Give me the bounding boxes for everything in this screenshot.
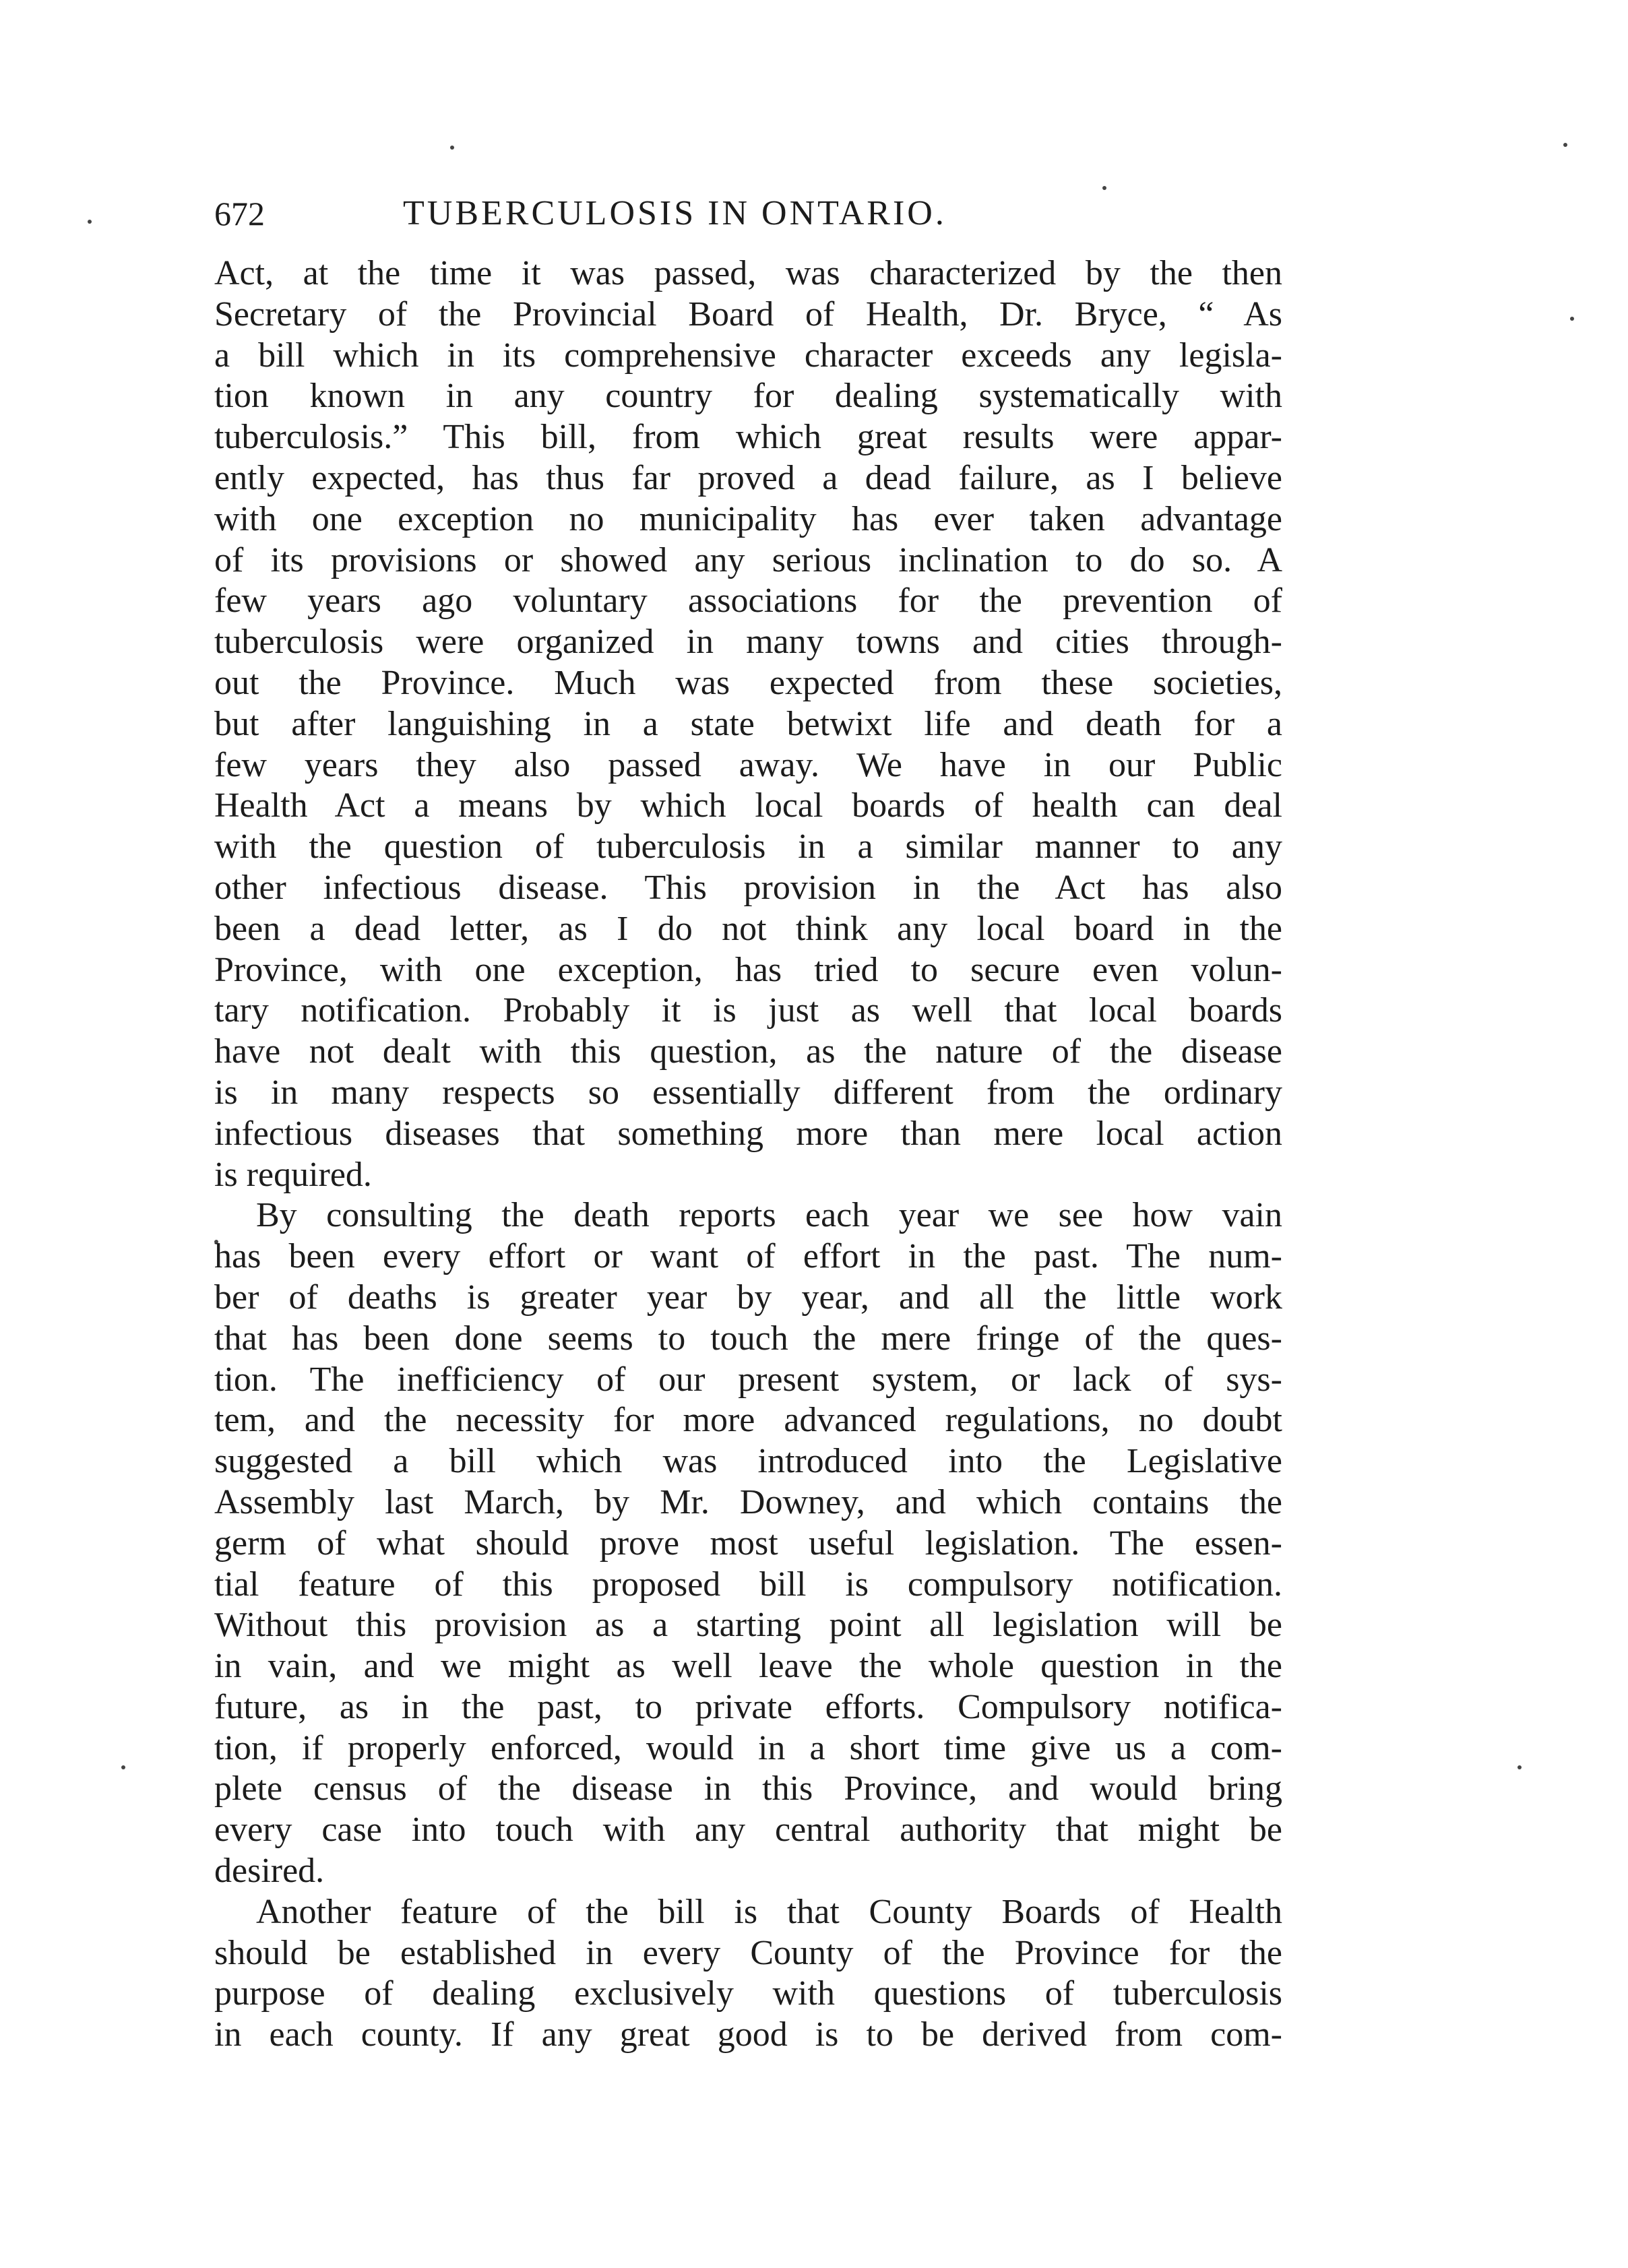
- text-line: few years they also passed away. We have in our Public: [214, 745, 1282, 784]
- text-line: should be established in every County of the Province for the: [214, 1933, 1282, 1972]
- text-line: suggested a bill which was introduced into the Legislative: [214, 1442, 1282, 1481]
- text-line: tial feature of this proposed bill is compulsory notification.: [214, 1565, 1282, 1604]
- text-line: out the Province. Much was expected from these societies,: [214, 663, 1282, 702]
- text-line: tem, and the necessity for more advanced regulations, no doubt: [214, 1401, 1282, 1440]
- text-line: future, as in the past, to private efforts. Compulsory notifica-: [214, 1687, 1282, 1726]
- print-speck: [1517, 1765, 1522, 1769]
- text-line: is required.: [214, 1155, 372, 1194]
- text-line: tion, if properly enforced, would in a short time give us a com-: [214, 1728, 1282, 1767]
- text-line: few years ago voluntary associations for the prevention of: [214, 581, 1282, 621]
- text-line: been a dead letter, as I do not think any local board in the: [214, 909, 1282, 948]
- print-speck: [121, 1765, 125, 1769]
- paragraph-3: [214, 1892, 1282, 2056]
- text-line: ently expected, has thus far proved a dead failure, as I believe: [214, 458, 1282, 497]
- text-line: tuberculosis.” This bill, from which great results were appar-: [214, 418, 1282, 457]
- text-line: Act, at the time it was passed, was characterized by the then: [214, 254, 1282, 292]
- page-header: [214, 183, 1272, 244]
- text-line: By consulting the death reports each year we see how vain: [256, 1196, 1282, 1235]
- text-line: Without this provision as a starting point all legislation will be: [214, 1606, 1282, 1645]
- text-line: Province, with one exception, has tried to secure even volun-: [214, 950, 1282, 989]
- text-line: germ of what should prove most useful legislation. The essen-: [214, 1523, 1282, 1563]
- text-line: Assembly last March, by Mr. Downey, and which contains the: [214, 1482, 1282, 1521]
- text-line: Another feature of the bill is that County Boards of Health: [256, 1892, 1282, 1931]
- paragraph-1: [214, 253, 1282, 1195]
- text-line: tion. The inefficiency of our present system, or lack of sys-: [214, 1360, 1282, 1399]
- text-line: in each county. If any great good is to be derived from com-: [214, 2015, 1282, 2054]
- text-line: other infectious disease. This provision in the Act has also: [214, 868, 1282, 907]
- text-line: that has been done seems to touch the mere fringe of the ques-: [214, 1319, 1282, 1358]
- text-line: tuberculosis were organized in many towns and cities through-: [214, 623, 1282, 662]
- text-line: infectious diseases that something more than mere local action: [214, 1114, 1282, 1153]
- page-number: 672: [214, 195, 265, 232]
- text-line: but after languishing in a state betwixt life and death for a: [214, 704, 1282, 743]
- text-line: desired.: [214, 1852, 325, 1891]
- text-line: tary notification. Probably it is just as well that local boards: [214, 991, 1282, 1030]
- print-speck: [450, 146, 454, 150]
- print-speck: [1570, 317, 1574, 321]
- text-line: in vain, and we might as well leave the whole question in the: [214, 1647, 1282, 1686]
- running-head: TUBERCULOSIS IN ONTARIO.: [403, 194, 947, 232]
- text-line: has been every effort or want of effort in the past. The num-: [214, 1237, 1282, 1276]
- text-line: tion known in any country for dealing systematically with: [214, 377, 1282, 416]
- print-speck: [88, 220, 92, 224]
- text-line: have not dealt with this question, as the nature of the disease: [214, 1032, 1282, 1071]
- text-line: a bill which in its comprehensive character exceeds any legisla-: [214, 336, 1282, 375]
- text-line: Secretary of the Provincial Board of Health, Dr. Bryce, “ As: [214, 294, 1282, 334]
- text-line: plete census of the disease in this Province, and would bring: [214, 1769, 1282, 1808]
- text-line: with one exception no municipality has ever taken advantage: [214, 499, 1282, 538]
- text-line: with the question of tuberculosis in a similar manner to any: [214, 827, 1282, 867]
- text-line: is in many respects so essentially different from the ordinary: [214, 1073, 1282, 1112]
- text-line: purpose of dealing exclusively with questions of tuberculosis: [214, 1974, 1282, 2013]
- paragraph-2: [214, 1195, 1282, 1892]
- text-line: Health Act a means by which local boards of health can deal: [214, 786, 1282, 825]
- print-speck: [1563, 143, 1567, 147]
- body-text: [214, 253, 1282, 2056]
- text-line: every case into touch with any central authority that might be: [214, 1810, 1282, 1850]
- text-line: ber of deaths is greater year by year, and all the little work: [214, 1278, 1282, 1317]
- text-line: of its provisions or showed any serious inclination to do so. A: [214, 540, 1282, 579]
